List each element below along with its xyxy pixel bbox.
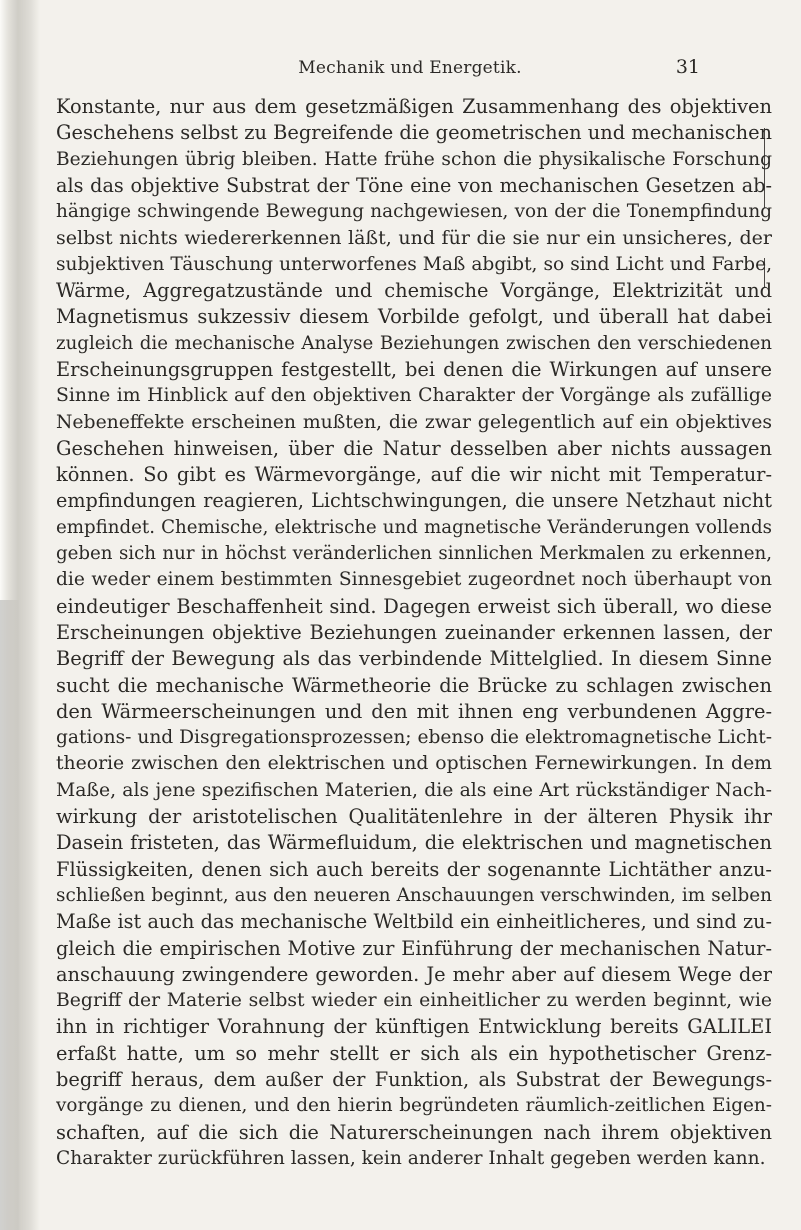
text-line: Wärme, Aggregatzustände und chemische Vorgänge, Elektrizität und	[56, 279, 772, 303]
text-line: können. So gibt es Wärmevorgänge, auf die wir nicht mit Temperatur-	[56, 463, 772, 487]
text-line: Geschehen hinweisen, über die Natur desselben aber nichts aussagen	[56, 436, 772, 460]
text-line: erfaßt hatte, um so mehr stellt er sich als ein hypothetischer Grenz-	[56, 1041, 772, 1065]
text-line: Charakter zurückführen lassen, kein anderer Inhalt gegeben werden kann.	[56, 1147, 766, 1169]
page-header	[120, 58, 700, 90]
text-line: eindeutiger Beschaffenheit sind. Dagegen erweist sich überall, wo diese	[56, 594, 772, 618]
body-text	[56, 94, 772, 1172]
text-line: theorie zwischen den elektrischen und optischen Fernewirkungen. In dem	[56, 753, 772, 775]
text-line: begriff heraus, dem außer der Funktion, als Substrat der Bewegungs-	[56, 1067, 772, 1091]
text-line: den Wärmeerscheinungen und den mit ihnen eng verbundenen Aggre-	[56, 699, 772, 723]
page-number: 31	[675, 56, 700, 78]
text-line: schaften, auf die sich die Naturerscheinungen nach ihrem objektiven	[56, 1120, 772, 1144]
text-line: subjektiven Täuschung unterworfenes Maß abgibt, so sind Licht und Farbe,	[56, 253, 772, 275]
text-line: Erscheinungen objektive Beziehungen zueinander erkennen lassen, der	[56, 620, 772, 644]
text-line: Maße, als jene spezifischen Materien, die als eine Art rückständiger Nach-	[56, 779, 772, 801]
text-line: empfindet. Chemische, elektrische und magnetische Veränderungen vollends	[56, 516, 772, 538]
gutter-shadow	[0, 600, 20, 1230]
text-line: geben sich nur in höchst veränderlichen sinnlichen Merkmalen zu erkennen,	[56, 543, 772, 565]
text-line: anschauung zwingendere geworden. Je mehr aber auf diesem Wege der	[56, 962, 772, 986]
text-line: Nebeneffekte erscheinen mußten, die zwar gelegentlich auf ein objektives	[56, 411, 772, 433]
text-line: Geschehens selbst zu Begreifende die geometrischen und mechanischen	[56, 121, 772, 145]
text-line: Dasein fristeten, das Wärmefluidum, die elektrischen und magnetischen	[56, 831, 772, 855]
text-line: die weder einem bestimmten Sinnesgebiet zugeordnet noch überhaupt von	[56, 569, 772, 591]
text-line: ihn in richtiger Vorahnung der künftigen Entwicklung bereits GALILEI	[56, 1015, 772, 1039]
text-line: empfindungen reagieren, Lichtschwingungen, die unsere Netzhaut nicht	[56, 489, 772, 513]
text-line: schließen beginnt, aus den neueren Anschauungen verschwinden, im selben	[56, 884, 772, 906]
text-line: gations- und Disgregationsprozessen; ebenso die elektromagnetische Licht-	[56, 727, 772, 749]
text-line: selbst nichts wiedererkennen läßt, und für die sie nur ein unsicheres, der	[56, 227, 772, 250]
text-line: vorgänge zu dienen, und den hierin begründeten räumlich-zeitlichen Eigen-	[56, 1095, 772, 1117]
text-line: Begriff der Bewegung als das verbindende Mittelglied. In diesem Sinne	[56, 647, 772, 671]
text-line: sucht die mechanische Wärmetheorie die Brücke zu schlagen zwischen	[56, 673, 772, 697]
text-line: Konstante, nur aus dem gesetzmäßigen Zusammenhang des objektiven	[56, 95, 772, 118]
text-line: wirkung der aristotelischen Qualitätenlehre in der älteren Physik ihr	[56, 805, 772, 829]
text-line: als das objektive Substrat der Töne eine von mechanischen Gesetzen ab-	[56, 173, 772, 197]
text-line: Flüssigkeiten, denen sich auch bereits der sogenannte Lichtäther anzu-	[56, 857, 772, 881]
text-line: Erscheinungsgruppen festgestellt, bei denen die Wirkungen auf unsere	[56, 357, 772, 381]
text-line: hängige schwingende Bewegung nachgewiesen, von der die Tonempfindung	[56, 201, 772, 223]
text-line: Magnetismus sukzessiv diesem Vorbilde gefolgt, und überall hat dabei	[56, 305, 772, 329]
text-line: Sinne im Hinblick auf den objektiven Charakter der Vorgänge als zufällige	[56, 385, 772, 407]
text-line: Maße ist auch das mechanische Weltbild ein einheitlicheres, und sind zu-	[56, 910, 772, 934]
text-line: zugleich die mechanische Analyse Beziehungen zwischen den verschiedenen	[56, 332, 772, 354]
text-line: Beziehungen übrig bleiben. Hatte frühe schon die physikalische Forschung	[56, 148, 772, 170]
running-head: Mechanik und Energetik.	[298, 58, 522, 78]
text-line: Begriff der Materie selbst wieder ein einheitlicher zu werden beginnt, wie	[56, 990, 772, 1012]
text-line: gleich die empirischen Motive zur Einführung der mechanischen Natur-	[56, 936, 772, 960]
